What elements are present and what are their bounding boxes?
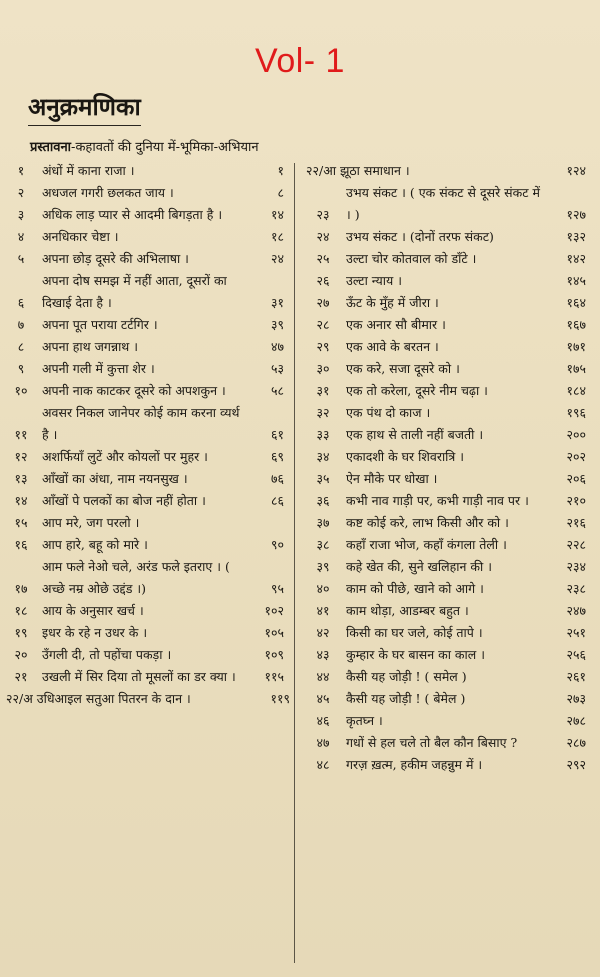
- entry-page: २०२: [566, 449, 586, 464]
- index-entry: [300, 666, 600, 688]
- entry-number: ३७: [316, 515, 330, 530]
- entry-number: ४०: [316, 581, 330, 596]
- entry-page: १: [277, 163, 284, 178]
- entry-number: ४: [17, 229, 25, 244]
- entry-number: ४६: [316, 713, 330, 728]
- entry-page: २१०: [566, 493, 586, 508]
- index-entry: [300, 292, 600, 314]
- entry-title: अधिक लाड़ प्यार से आदमी बिगड़ता है ।: [42, 207, 223, 222]
- index-entry: [300, 424, 600, 446]
- entry-title: २२/आ झूठा समाधान ।: [306, 163, 410, 178]
- index-entry: [0, 402, 290, 446]
- index-entry: [0, 666, 290, 688]
- entry-number: ३८: [316, 537, 330, 552]
- entry-number: ३२: [316, 405, 330, 420]
- entry-page: १७५: [566, 361, 586, 376]
- entry-number: १८: [14, 603, 28, 618]
- entry-number: १३: [14, 471, 28, 486]
- entry-number: ४४: [316, 669, 330, 684]
- preface-line: [30, 137, 259, 155]
- entry-page: २४: [270, 251, 284, 266]
- entry-number: ३१: [316, 383, 330, 398]
- entry-title: आप हारे, बहू को मारे ।: [42, 537, 148, 552]
- entry-page: २५१: [566, 625, 586, 640]
- index-entry: [300, 380, 600, 402]
- index-entry: [0, 644, 290, 666]
- entry-title: कैसी यह जोड़ी ! ( समेल ): [346, 669, 467, 684]
- index-entry: [0, 534, 290, 556]
- entry-page: ९०: [270, 537, 284, 552]
- index-entry: [300, 622, 600, 644]
- entry-title: कैसी यह जोड़ी ! ( बेमेल ): [346, 691, 466, 706]
- entry-number: १९: [14, 625, 28, 640]
- entry-page: ८: [277, 185, 284, 200]
- entry-title: अनधिकार चेष्टा ।: [42, 229, 119, 244]
- index-entry: [0, 688, 290, 710]
- entry-title: कहे खेत की, सुने खलिहान की ।: [346, 559, 492, 574]
- entry-page: ३९: [270, 317, 284, 332]
- entry-number: १०: [14, 383, 28, 398]
- entry-title: उभय संकट । ( एक संकट से दूसरे संकट में । ): [346, 185, 540, 222]
- entry-page: १४: [270, 207, 284, 222]
- entry-page: २९२: [566, 757, 586, 772]
- entry-number: ३६: [316, 493, 330, 508]
- index-entry: [300, 402, 600, 424]
- entry-title: एक पंथ दो काज ।: [346, 405, 431, 420]
- entry-title: उखली में सिर दिया तो मूसलों का डर क्या ।: [42, 669, 236, 684]
- entry-title: आप मरे, जग परलो ।: [42, 515, 140, 530]
- index-entry: [300, 358, 600, 380]
- entry-title: कष्ट कोई करे, लाभ किसी और को ।: [346, 515, 509, 530]
- entry-page: २३८: [566, 581, 586, 596]
- column-divider: [294, 163, 295, 963]
- preface-text: -कहावतों की दुनिया में-भूमिका-अभियान: [71, 140, 259, 155]
- index-heading: अनुक्रमणिका: [28, 90, 141, 126]
- index-entry: [0, 248, 290, 270]
- entry-title: अधजल गगरी छलकत जाय ।: [42, 185, 174, 200]
- entry-page: ३१: [270, 295, 284, 310]
- entry-page: २१६: [566, 515, 586, 530]
- index-entry: [300, 534, 600, 556]
- entry-number: ४१: [316, 603, 330, 618]
- entry-page: १६७: [566, 317, 586, 332]
- bleed-through-texture: [362, 98, 592, 158]
- entry-title: कृतघ्न ।: [346, 713, 383, 728]
- index-entry: [0, 160, 290, 182]
- index-entry: [0, 358, 290, 380]
- index-entry: [300, 468, 600, 490]
- entry-title: कभी नाव गाड़ी पर, कभी गाड़ी नाव पर ।: [346, 493, 529, 508]
- entry-number: १: [17, 163, 25, 178]
- entry-number: २३: [316, 207, 330, 222]
- entry-number: २: [17, 185, 25, 200]
- entry-title: गधों से हल चले तो बैल कौन बिसाए ?: [346, 735, 518, 750]
- entry-number: ८: [17, 339, 25, 354]
- volume-label: Vol- 1: [255, 42, 345, 80]
- entry-number: १७: [14, 581, 28, 596]
- entry-title: अपनी गली में कुत्ता शेर ।: [42, 361, 155, 376]
- index-entry: [0, 622, 290, 644]
- index-entry: [0, 490, 290, 512]
- entry-title: अवसर निकल जानेपर कोई काम करना व्यर्थ है ।: [42, 405, 240, 442]
- index-entry: [0, 314, 290, 336]
- entry-page: ११५: [264, 669, 284, 684]
- entry-title: किसी का घर जले, कोई तापे ।: [346, 625, 483, 640]
- index-entry: [0, 380, 290, 402]
- index-entry: [0, 446, 290, 468]
- entry-number: ५: [17, 251, 25, 266]
- entry-page: १४५: [566, 273, 586, 288]
- preface-label: प्रस्तावना: [30, 140, 72, 155]
- entry-page: १९६: [566, 405, 586, 420]
- entry-title: अशर्फियाँ लुटें और कोयलों पर मुहर ।: [42, 449, 208, 464]
- entry-page: २००: [566, 427, 586, 442]
- entry-number: २९: [316, 339, 330, 354]
- entry-number: २५: [316, 251, 330, 266]
- entry-number: ४२: [316, 625, 330, 640]
- index-entry: [0, 600, 290, 622]
- entry-page: ४७: [270, 339, 284, 354]
- entry-number: ४८: [316, 757, 330, 772]
- index-entry: [300, 688, 600, 710]
- index-entry: [300, 226, 600, 248]
- index-entry: [300, 270, 600, 292]
- index-entry: [0, 226, 290, 248]
- index-entry: [0, 512, 290, 534]
- entry-number: ३०: [316, 361, 330, 376]
- entry-page: २८७: [566, 735, 586, 750]
- index-entry: [0, 336, 290, 358]
- entry-title: आँखों पे पलकों का बोज नहीं होता ।: [42, 493, 206, 508]
- entry-page: ७६: [270, 471, 284, 486]
- entry-title: एक अनार सौ बीमार ।: [346, 317, 446, 332]
- index-entry: [300, 512, 600, 534]
- entry-title: उँगली दी, तो पहोंचा पकड़ा ।: [42, 647, 172, 662]
- entry-number: ४७: [316, 735, 330, 750]
- entry-title: कहाँ राजा भोज, कहाँ कंगला तेली ।: [346, 537, 507, 552]
- entry-page: २३४: [566, 559, 586, 574]
- entry-title: ऊँट के मुँह में जीरा ।: [346, 295, 439, 310]
- entry-title: गरज़ ख़त्म, हकीम जहन्नुम में ।: [346, 757, 483, 772]
- entry-title: अंधों में काना राजा ।: [42, 163, 135, 178]
- index-entry: [300, 336, 600, 358]
- entry-page: १३२: [566, 229, 586, 244]
- index-left-column: [0, 160, 290, 710]
- entry-page: १२७: [566, 207, 586, 222]
- entry-number: २६: [316, 273, 330, 288]
- entry-title: कुम्हार के घर बासन का काल ।: [346, 647, 485, 662]
- entry-title: उल्टा न्याय ।: [346, 273, 402, 288]
- entry-number: १६: [14, 537, 28, 552]
- index-entry: [300, 248, 600, 270]
- entry-page: ९५: [270, 581, 284, 596]
- entry-number: ३३: [316, 427, 330, 442]
- entry-number: २४: [316, 229, 330, 244]
- entry-number: ७: [17, 317, 25, 332]
- entry-title: एक आवे के बरतन ।: [346, 339, 439, 354]
- entry-page: १०५: [264, 625, 284, 640]
- entry-number: ४३: [316, 647, 330, 662]
- index-entry: [300, 644, 600, 666]
- index-entry: [0, 270, 290, 314]
- entry-number: ११: [14, 427, 28, 442]
- entry-page: १०२: [264, 603, 284, 618]
- entry-page: ५८: [270, 383, 284, 398]
- entry-title: अपना छोड़ दूसरे की अभिलाषा ।: [42, 251, 189, 266]
- entry-number: ९: [17, 361, 25, 376]
- entry-number: ३४: [316, 449, 330, 464]
- entry-page: ५३: [270, 361, 284, 376]
- index-entry: [0, 468, 290, 490]
- entry-number: १५: [14, 515, 28, 530]
- entry-title: आँखों का अंधा, नाम नयनसुख ।: [42, 471, 188, 486]
- index-entry: [300, 578, 600, 600]
- entry-page: २७८: [566, 713, 586, 728]
- entry-title: एक तो करेला, दूसरे नीम चढ़ा ।: [346, 383, 488, 398]
- entry-number: २८: [316, 317, 330, 332]
- entry-title: उभय संकट । (दोनों तरफ संकट): [346, 229, 494, 244]
- index-entry: [300, 710, 600, 732]
- index-entry: [300, 732, 600, 754]
- index-entry: [300, 490, 600, 512]
- entry-title: अपना दोष समझ में नहीं आता, दूसरों का दिखाई देता है ।: [42, 273, 227, 310]
- entry-page: १८४: [566, 383, 586, 398]
- index-entry: [300, 160, 600, 182]
- index-entry: [0, 556, 290, 600]
- entry-number: ४५: [316, 691, 330, 706]
- entry-number: १४: [14, 493, 28, 508]
- entry-number: ३९: [316, 559, 330, 574]
- entry-number: ३५: [316, 471, 330, 486]
- index-entry: [300, 446, 600, 468]
- entry-page: २६१: [566, 669, 586, 684]
- index-entry: [0, 204, 290, 226]
- entry-title: एकादशी के घर शिवरात्रि ।: [346, 449, 465, 464]
- index-right-column: [300, 160, 600, 776]
- index-entry: [300, 600, 600, 622]
- entry-page: २७३: [566, 691, 586, 706]
- index-entry: [300, 754, 600, 776]
- index-entry: [300, 314, 600, 336]
- entry-title: उल्टा चोर कोतवाल को डाँटे ।: [346, 251, 477, 266]
- entry-title: अपनी नाक काटकर दूसरे को अपशकुन ।: [42, 383, 226, 398]
- entry-page: १४२: [566, 251, 586, 266]
- entry-number: ३: [17, 207, 25, 222]
- entry-title: २२/अ उधिआइल सतुआ पितरन के दान ।: [6, 691, 191, 706]
- entry-number: ६: [17, 295, 25, 310]
- entry-title: आय के अनुसार खर्च ।: [42, 603, 144, 618]
- entry-page: १२४: [566, 163, 586, 178]
- entry-number: २१: [14, 669, 28, 684]
- index-entry: [300, 556, 600, 578]
- entry-page: ६९: [270, 449, 284, 464]
- entry-page: ८६: [270, 493, 284, 508]
- entry-title: इधर के रहे न उधर के ।: [42, 625, 148, 640]
- entry-title: काम थोड़ा, आडम्बर बहुत ।: [346, 603, 469, 618]
- entry-title: अपना हाथ जगन्नाथ ।: [42, 339, 139, 354]
- entry-title: एक करे, सजा दूसरे को ।: [346, 361, 460, 376]
- entry-title: एक हाथ से ताली नहीं बजती ।: [346, 427, 484, 442]
- entry-page: २४७: [566, 603, 586, 618]
- entry-title: आम फले नेओ चले, अरंड फले इतराए । ( अच्छे नम्र ओछे उद्दंड ।): [42, 559, 230, 596]
- entry-page: २५६: [566, 647, 586, 662]
- entry-page: १०९: [264, 647, 284, 662]
- entry-page: ११९: [270, 691, 290, 706]
- entry-page: २०६: [566, 471, 586, 486]
- entry-page: २२८: [566, 537, 586, 552]
- entry-title: काम को पीछे, खाने को आगे ।: [346, 581, 484, 596]
- entry-number: २०: [14, 647, 28, 662]
- entry-number: २७: [316, 295, 330, 310]
- entry-page: १८: [270, 229, 284, 244]
- entry-title: ऐन मौके पर धोखा ।: [346, 471, 438, 486]
- entry-title: अपना पूत पराया टर्टगिर ।: [42, 317, 158, 332]
- entry-page: १७१: [566, 339, 586, 354]
- index-entry: [0, 182, 290, 204]
- entry-page: १६४: [566, 295, 586, 310]
- entry-page: ६१: [270, 427, 284, 442]
- entry-number: १२: [14, 449, 28, 464]
- index-entry: [300, 182, 600, 226]
